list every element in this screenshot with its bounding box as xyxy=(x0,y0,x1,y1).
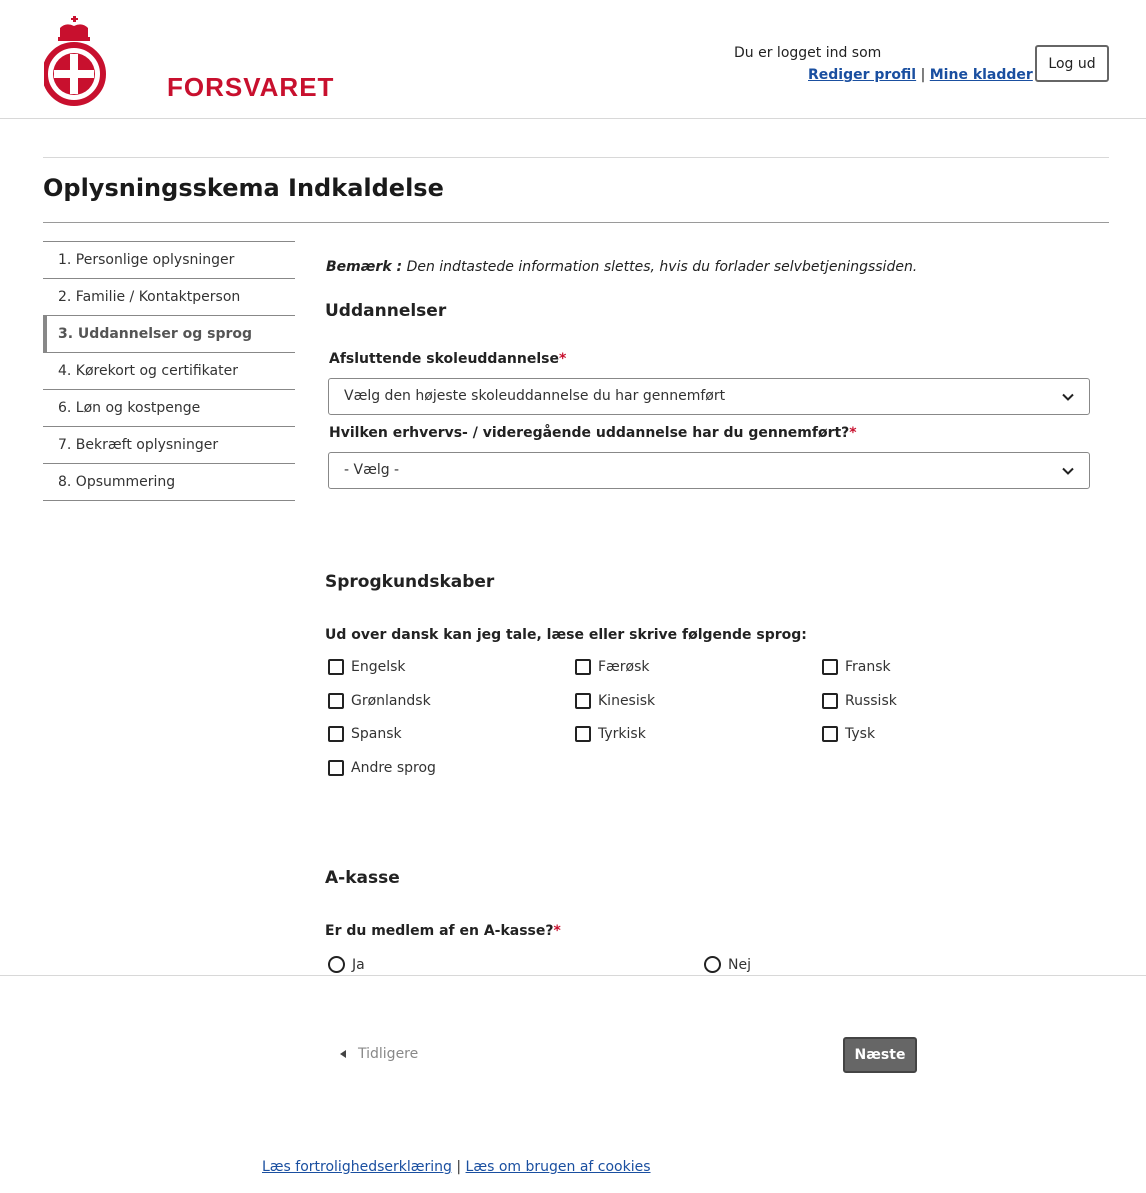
required-marker: * xyxy=(849,425,857,441)
checkbox-label: Russisk xyxy=(845,693,897,709)
education-section-title: Uddannelser xyxy=(325,301,447,321)
radio-circle[interactable] xyxy=(328,956,345,973)
chevron-down-icon xyxy=(1061,464,1075,478)
akasse-question xyxy=(325,923,561,939)
step-navigation xyxy=(43,241,295,501)
profile-links-separator: | xyxy=(920,67,926,83)
checkbox-box[interactable] xyxy=(822,659,838,675)
school-education-select[interactable] xyxy=(328,378,1090,415)
radio-yes[interactable] xyxy=(328,956,365,973)
previous-button[interactable] xyxy=(340,1046,418,1062)
checkbox-box[interactable] xyxy=(328,760,344,776)
checkbox-box[interactable] xyxy=(328,726,344,742)
step-summary[interactable]: 8. Opsummering xyxy=(43,464,295,501)
notice-prefix: Bemærk : xyxy=(326,259,403,275)
step-license-certificates[interactable]: 4. Kørekort og certifikater xyxy=(43,353,295,390)
logo-text: FORSVARET xyxy=(167,72,335,102)
checkbox-greenlandic[interactable] xyxy=(328,693,431,709)
checkbox-french[interactable] xyxy=(822,659,891,675)
previous-label: Tidligere xyxy=(358,1046,419,1062)
divider xyxy=(43,222,1109,223)
step-salary-allowance[interactable]: 6. Løn og kostpenge xyxy=(43,390,295,427)
required-marker: * xyxy=(558,351,567,367)
logged-in-text: Du er logget ind som xyxy=(734,45,882,61)
akasse-question-text: Er du medlem af en A-kasse? xyxy=(325,923,554,939)
radio-label: Ja xyxy=(352,956,365,973)
checkbox-box[interactable] xyxy=(328,693,344,709)
checkbox-german[interactable] xyxy=(822,726,875,742)
checkbox-label: Tysk xyxy=(845,726,876,742)
caret-left-icon xyxy=(340,1050,346,1058)
required-marker: * xyxy=(553,923,561,939)
school-education-label xyxy=(329,351,566,367)
further-education-label xyxy=(329,425,857,441)
crown-shield-icon xyxy=(44,14,124,108)
my-drafts-link[interactable]: Mine kladder xyxy=(929,67,1033,83)
akasse-section-title: A-kasse xyxy=(325,868,400,888)
checkbox-label: Kinesisk xyxy=(598,693,656,709)
chevron-down-icon xyxy=(1061,390,1075,404)
notice-text xyxy=(326,259,917,275)
cookies-link[interactable]: Læs om brugen af cookies xyxy=(465,1159,651,1175)
languages-section-title: Sprogkundskaber xyxy=(325,572,495,592)
notice-body: Den indtastede information slettes, hvis du forlader selvbetjeningssiden. xyxy=(402,259,918,275)
checkbox-box[interactable] xyxy=(575,726,591,742)
further-education-value: - Vælg - xyxy=(344,462,400,478)
site-header xyxy=(0,0,1146,119)
checkbox-faroese[interactable] xyxy=(575,659,650,675)
checkbox-box[interactable] xyxy=(822,693,838,709)
school-education-label-text: Afsluttende skoleuddannelse xyxy=(329,351,559,367)
radio-no[interactable] xyxy=(704,956,751,973)
checkbox-label: Grønlandsk xyxy=(351,693,431,709)
footer-separator: | xyxy=(451,1159,466,1175)
step-education-language[interactable]: 3. Uddannelser og sprog xyxy=(43,316,295,353)
checkbox-label: Spansk xyxy=(351,726,402,742)
checkbox-label: Tyrkisk xyxy=(598,726,646,742)
step-confirm-info[interactable]: 7. Bekræft oplysninger xyxy=(43,427,295,464)
checkbox-chinese[interactable] xyxy=(575,693,655,709)
checkbox-label: Andre sprog xyxy=(351,760,436,776)
checkbox-russian[interactable] xyxy=(822,693,897,709)
next-button[interactable]: Næste xyxy=(843,1037,917,1073)
checkbox-spanish[interactable] xyxy=(328,726,402,742)
page-title: Oplysningsskema Indkaldelse xyxy=(43,174,444,202)
checkbox-box[interactable] xyxy=(822,726,838,742)
divider xyxy=(0,975,1146,976)
radio-circle[interactable] xyxy=(704,956,721,973)
checkbox-label: Fransk xyxy=(845,659,891,675)
edit-profile-link[interactable]: Rediger profil xyxy=(808,67,917,83)
footer-links xyxy=(262,1159,651,1175)
checkbox-box[interactable] xyxy=(575,659,591,675)
checkbox-box[interactable] xyxy=(575,693,591,709)
forsvaret-logo[interactable] xyxy=(44,14,335,108)
school-education-value: Vælg den højeste skoleuddannelse du har gennemført xyxy=(344,388,726,404)
languages-question: Ud over dansk kan jeg tale, læse eller skrive følgende sprog: xyxy=(325,627,807,643)
checkbox-label: Engelsk xyxy=(351,659,406,675)
further-education-label-text: Hvilken erhvervs- / videregående uddannelse har du gennemført? xyxy=(329,425,850,441)
checkbox-box[interactable] xyxy=(328,659,344,675)
checkbox-turkish[interactable] xyxy=(575,726,646,742)
further-education-select[interactable] xyxy=(328,452,1090,489)
step-personal-info[interactable]: 1. Personlige oplysninger xyxy=(43,242,295,279)
profile-links xyxy=(808,67,1033,83)
radio-label: Nej xyxy=(728,956,751,973)
privacy-link[interactable]: Læs fortrolighedserklæring xyxy=(262,1159,452,1175)
checkbox-english[interactable] xyxy=(328,659,406,675)
checkbox-other-languages[interactable] xyxy=(328,760,436,776)
checkbox-label: Færøsk xyxy=(598,659,650,675)
divider xyxy=(43,157,1109,158)
logout-button[interactable]: Log ud xyxy=(1035,45,1109,82)
step-family-contact[interactable]: 2. Familie / Kontaktperson xyxy=(43,279,295,316)
